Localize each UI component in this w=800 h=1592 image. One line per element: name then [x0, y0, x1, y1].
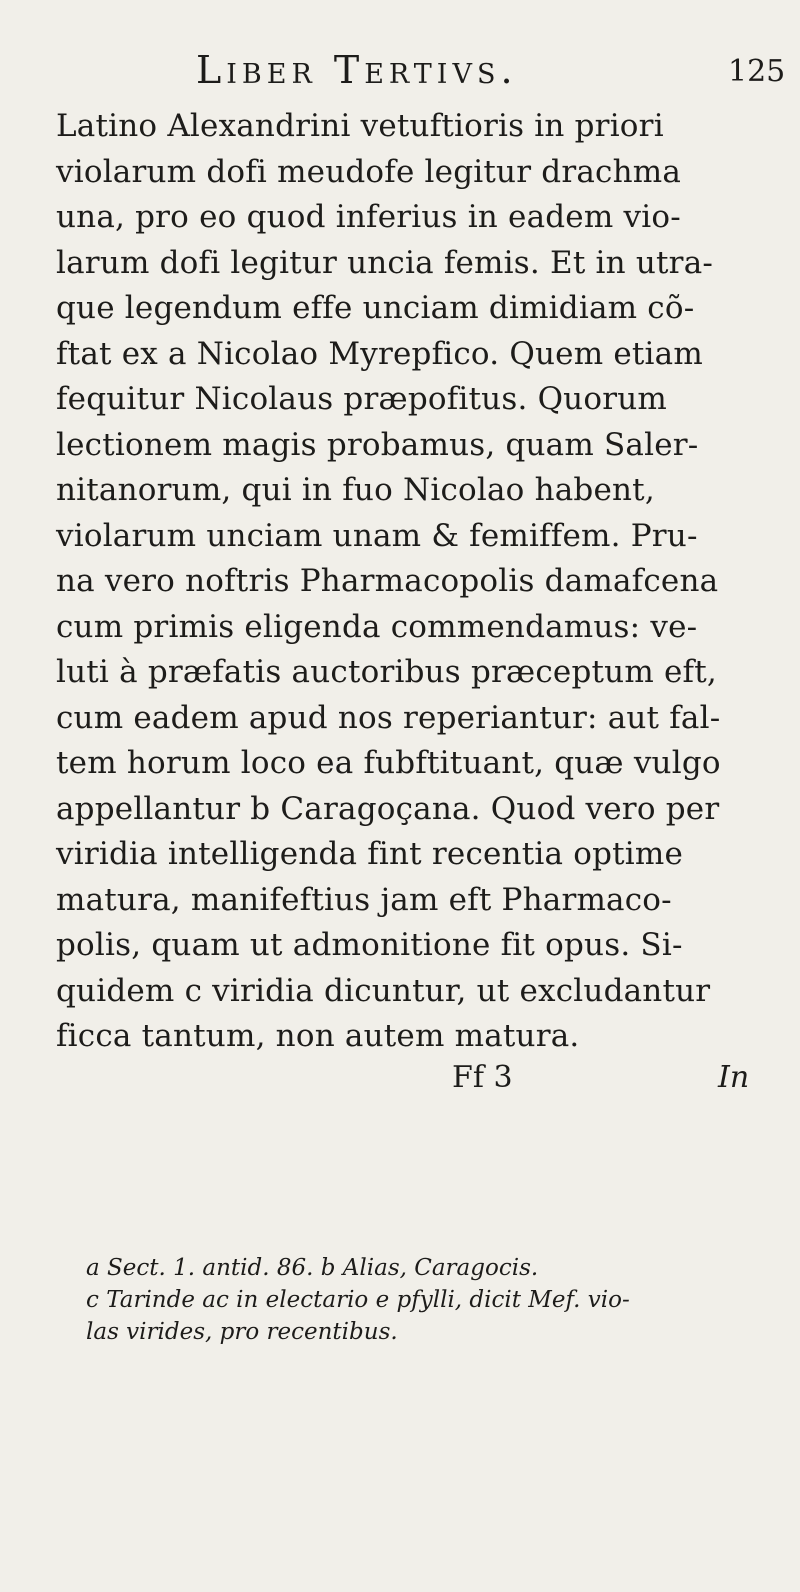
text-line: matura, manifeftius jam eft Pharmaco- [56, 881, 672, 918]
text-line: Latino Alexandrini vetuftioris in priori [56, 108, 664, 144]
text-line: tem horum loco ea fubftituant, quæ vulgo [56, 745, 721, 781]
text-line: nitanorum, qui in fuo Nicolao habent, [56, 472, 655, 508]
text-line: que legendum effe unciam dimidiam cõ- [56, 290, 695, 326]
text-line: una, pro eo quod inferius in eadem vio- [56, 199, 681, 235]
text-line: appellantur b Caragoçana. Quod vero per [56, 790, 720, 827]
text-line: violarum dofi meudofe legitur drachma [56, 153, 682, 190]
footnote-line: las virides, pro recentibus. [86, 1319, 398, 1345]
text-line: viridia intelligenda fint recentia optime [56, 836, 684, 872]
page-number: 125 [728, 54, 786, 89]
footnotes [86, 1252, 786, 1348]
running-title: Liber Tertivs. [196, 48, 518, 92]
catchword: In [718, 1060, 750, 1095]
printer-signature: Ff 3 [452, 1060, 513, 1095]
body-text [56, 104, 778, 1060]
text-line: luti à præfatis auctoribus præceptum eft, [56, 654, 717, 690]
text-line: violarum unciam unam & femiffem. Pru- [56, 517, 698, 554]
text-line: polis, quam ut admonitione fit opus. Si- [56, 927, 683, 963]
footnote-line: c Tarinde ac in electario e pfylli, dicit Mef. vio- [86, 1287, 630, 1313]
footnote-line: a Sect. 1. antid. 86. b Alias, Caragocis. [86, 1255, 539, 1281]
text-line: cum eadem apud nos reperiantur: aut fal- [56, 699, 721, 736]
running-head [0, 48, 800, 96]
text-line: na vero noftris Pharmacopolis damafcena [56, 563, 719, 599]
text-line: larum dofi legitur uncia femis. Et in utra- [56, 244, 714, 281]
text-line: ftat ex a Nicolao Myrepfico. Quem etiam [56, 335, 703, 372]
text-line: fequitur Nicolaus præpofitus. Quorum [56, 381, 667, 417]
signature-line [0, 1060, 800, 1100]
text-line: cum primis eligenda commendamus: ve- [56, 608, 698, 645]
text-line: lectionem magis probamus, quam Saler- [56, 426, 699, 463]
text-line: quidem c viridia dicuntur, ut excludantur [56, 972, 711, 1009]
text-line: ficca tantum, non autem matura. [56, 1018, 580, 1054]
